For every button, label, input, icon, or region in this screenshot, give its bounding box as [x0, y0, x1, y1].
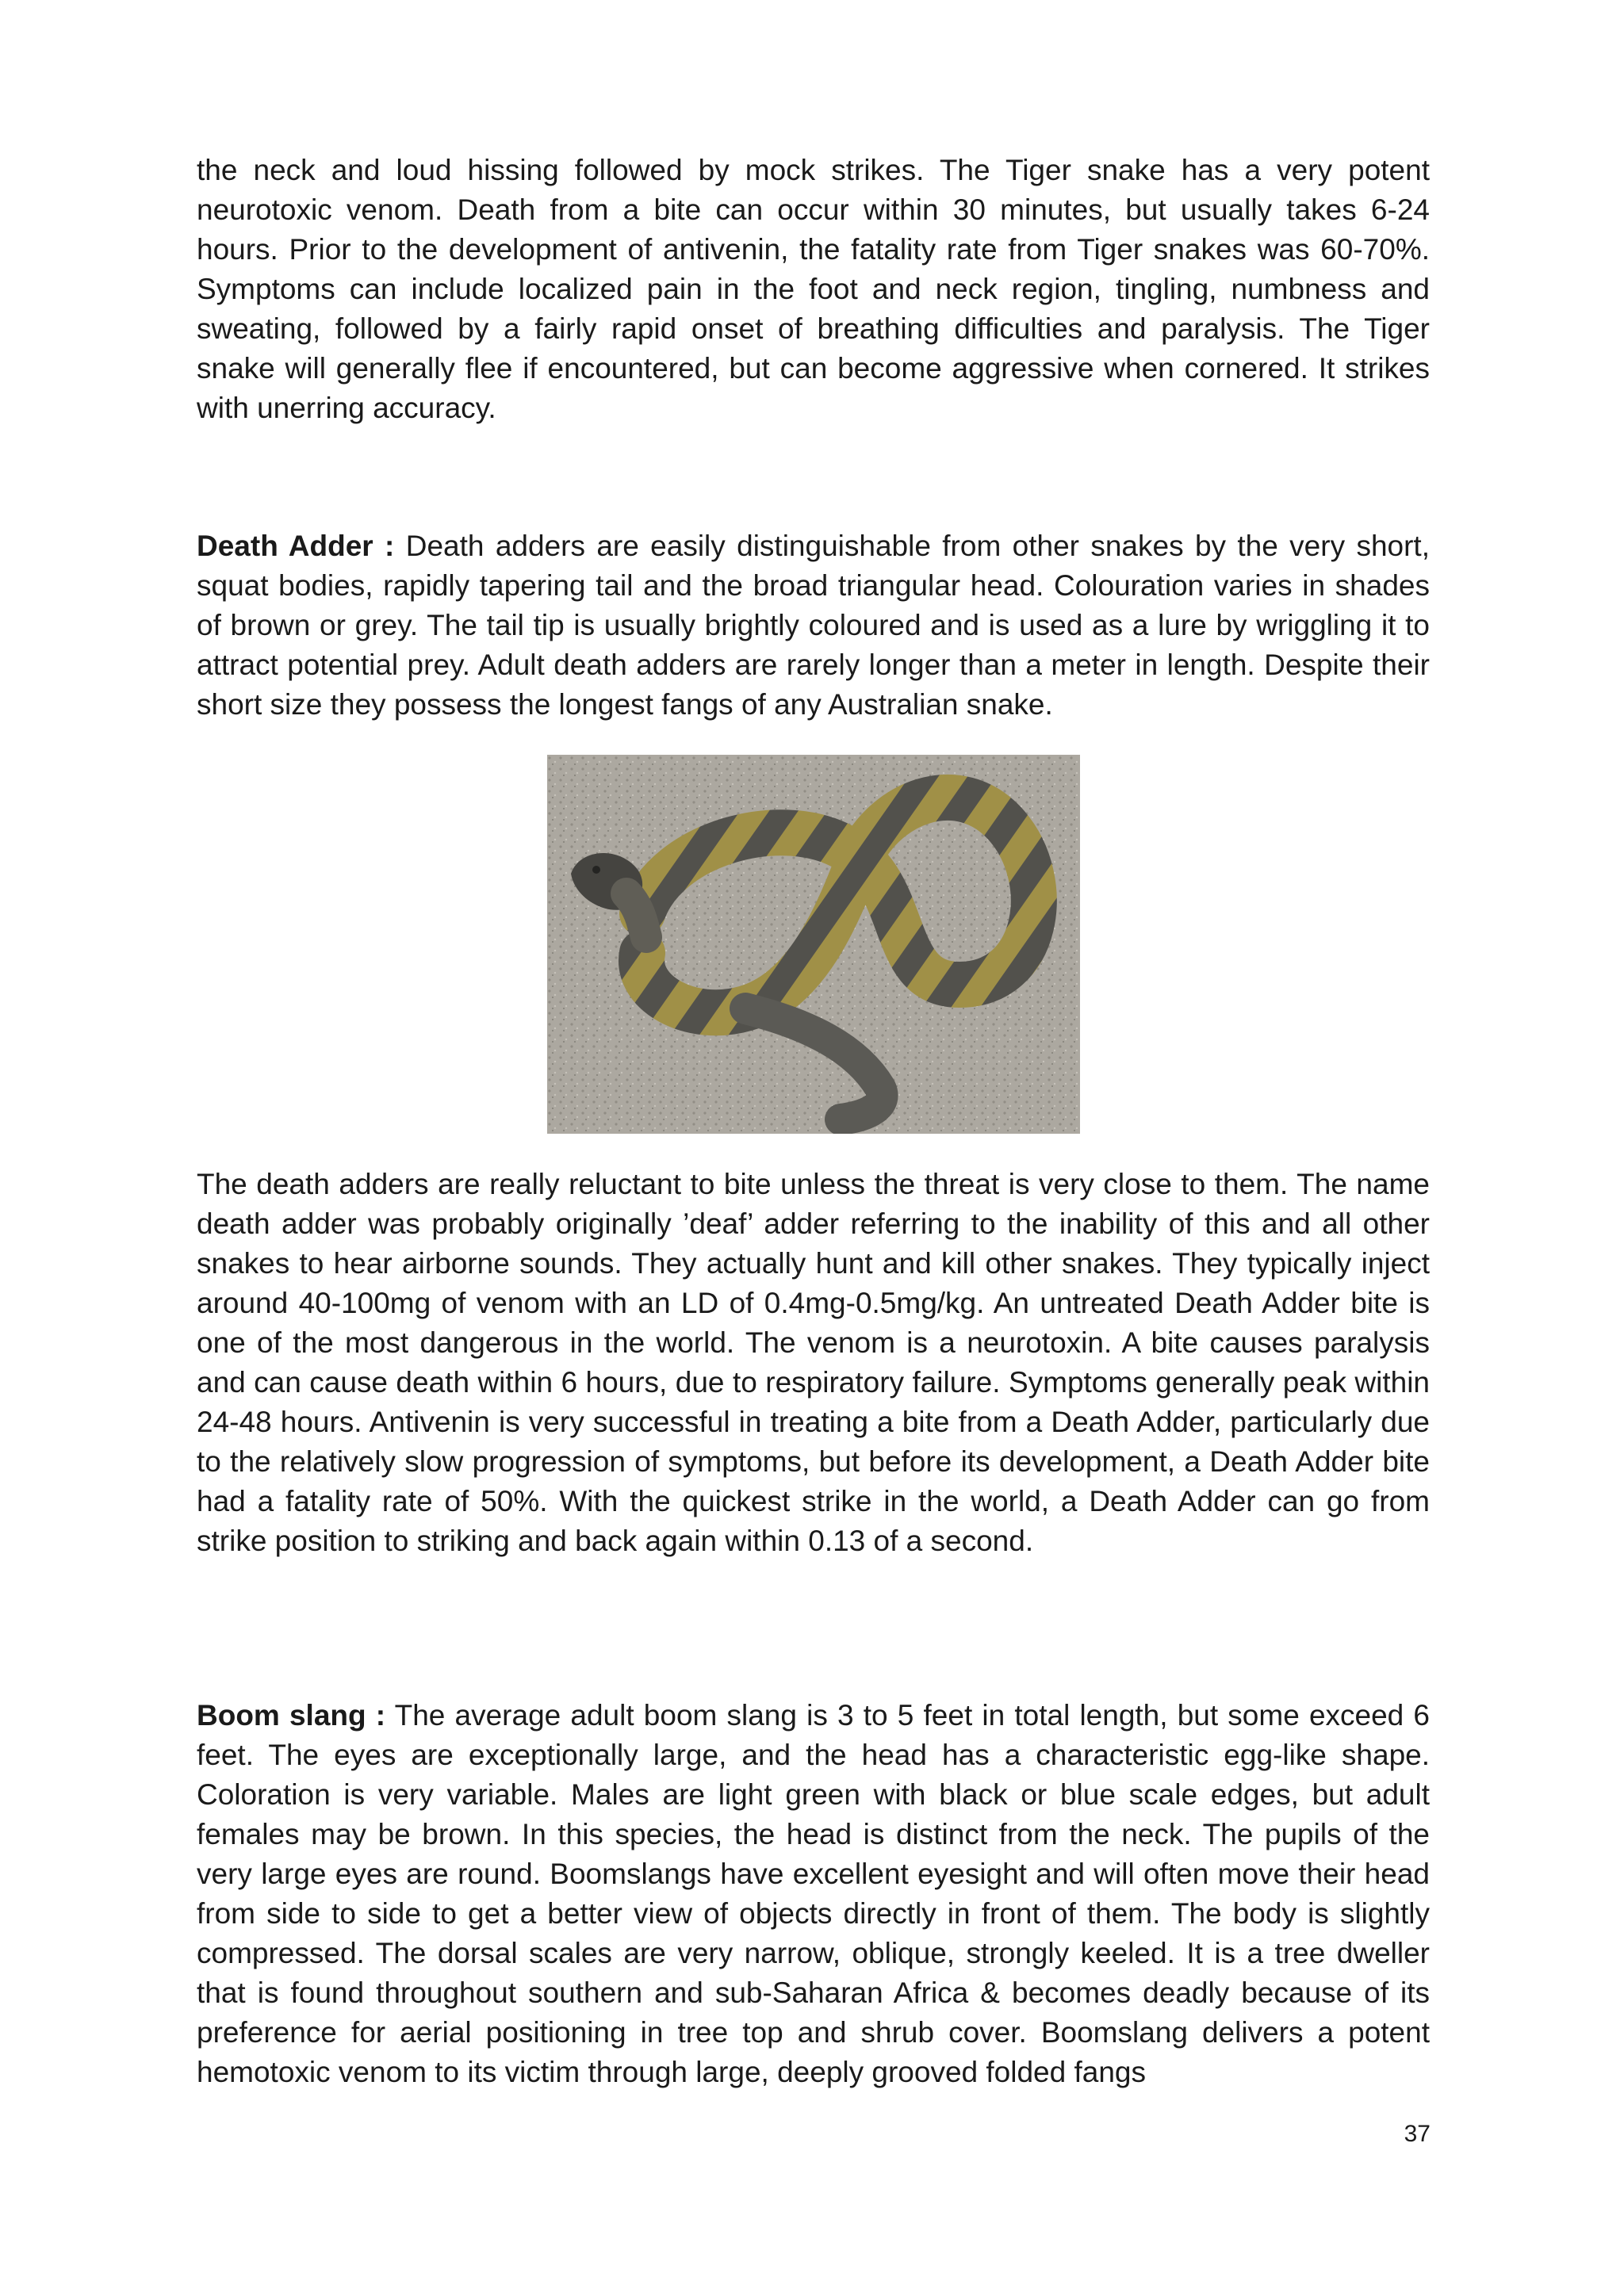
boomslang-heading: Boom slang : — [197, 1699, 386, 1732]
death-adder-heading: Death Adder : — [197, 530, 395, 562]
death-adder-intro-text: Death adders are easily distinguishable from other snakes by the very short, squat bodies, rapidly tapering tail and the broad triangular head. Colouration varies in shades of brown or grey. The tail tip is usually brightly coloured and is used as a lure by wriggling it to attract potential prey. Adult death adders are rarely longer than a meter in length. Despite their short size they possess the longest fangs of any Australian snake. — [197, 530, 1430, 721]
paragraph-death-adder-intro — [197, 526, 1430, 725]
paragraph-tiger-snake-continued: the neck and loud hissing followed by mock strikes. The Tiger snake has a very potent neurotoxic venom. Death from a bite can occur within 30 minutes, but usually takes 6-24 hours. Prior to the development of antivenin, the fatality rate from Tiger snakes was 60-70%. Symptoms can include localized pain in the foot and neck region, tingling, numbness and sweating, followed by a fairly rapid onset of breathing difficulties and paralysis. The Tiger snake will generally flee if encountered, but can become aggressive when cornered. It strikes with unerring accuracy. — [197, 154, 1430, 424]
death-adder-photo — [547, 755, 1080, 1134]
boomslang-text: The average adult boom slang is 3 to 5 feet in total length, but some exceed 6 feet. The eyes are exceptionally large, and the head has a characteristic egg-like shape. Coloration is very variable. Males are light green with black or blue scale edges, but adult females may be brown. In this species, the head is distinct from the neck. The pupils of the very large eyes are round. Boomslangs have excellent eyesight and will often move their head from side to side to get a better view of objects directly in front of them. The body is slightly compressed. The dorsal scales are very narrow, oblique, strongly keeled. It is a tree dweller that is found throughout southern and sub-Saharan Africa & becomes deadly because of its preference for aerial positioning in tree top and shrub cover. Boomslang delivers a potent hemotoxic venom to its victim through large, deeply grooved folded fangs — [197, 1699, 1430, 2088]
page-number: 37 — [1404, 2121, 1431, 2147]
paragraph-boomslang — [197, 1696, 1430, 2092]
paragraph-death-adder-details: The death adders are really reluctant to bite unless the threat is very close to them. The name death adder was probably originally ’deaf’ adder referring to the inability of this and all other snakes to hear airborne sounds. They actually hunt and kill other snakes. They typically inject around 40-100mg of venom with an LD of 0.4mg-0.5mg/kg. An untreated Death Adder bite is one of the most dangerous in the world. The venom is a neurotoxin. A bite causes paralysis and can cause death within 6 hours, due to respiratory failure. Symptoms generally peak within 24-48 hours. Antivenin is very successful in treating a bite from a Death Adder, particularly due to the relatively slow progression of symptoms, but before its development, a Death Adder bite had a fatality rate of 50%. With the quickest strike in the world, a Death Adder can go from strike position to striking and back again within 0.13 of a second. — [197, 1168, 1430, 1557]
